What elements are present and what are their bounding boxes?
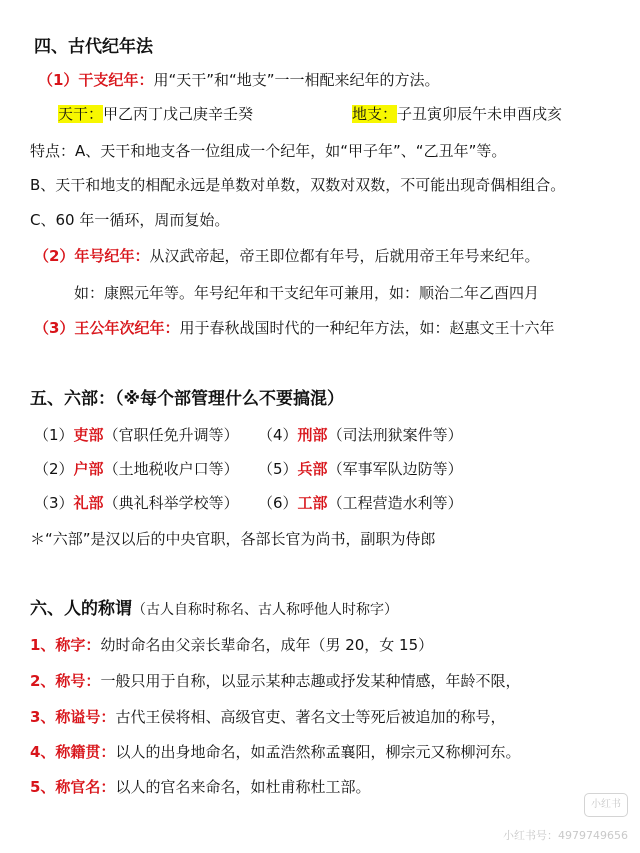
appellation-label: 3、称谥号： (30, 708, 116, 726)
appellation-item (30, 634, 433, 656)
appellation-item (30, 741, 520, 763)
six-ministries-note: ＊“六部”是汉以后的中央官职，各部长官为尚书，副职为侍郎 (30, 530, 436, 548)
ministry-name: 户部 (73, 460, 104, 478)
ministry-name: 礼部 (73, 494, 104, 512)
dizhi-value: 子丑寅卯辰午未申酉戌亥 (397, 105, 563, 123)
ministry-duty: （工程营造水利等） (327, 494, 463, 512)
section-4-title: 四、古代纪年法 (34, 37, 153, 57)
ministry-row (258, 458, 463, 480)
appellation-item (30, 706, 505, 728)
appellation-text: 一般只用于自称，以显示某种志趣或抒发某种情感，年龄不限， (100, 672, 521, 690)
appellation-text: 以人的出身地命名，如孟浩然称孟襄阳，柳宗元又称柳河东。 (115, 743, 521, 761)
feature-b: B、天干和地支的相配永远是单数对单数，双数对双数，不可能出现奇偶相组合。 (30, 176, 566, 194)
appellation-label: 5、称官名： (30, 778, 116, 796)
ganzhi-text: 用“天干”和“地支”一一相配来纪年的方法。 (153, 71, 440, 89)
wanggong-label: （3）王公年次纪年： (34, 319, 180, 337)
appellation-item (30, 670, 520, 692)
section-5-title: 五、六部：（※每个部管理什么不要搞混） (30, 389, 345, 409)
ministry-num: （4） (258, 426, 298, 444)
ministry-row (34, 458, 239, 480)
appellation-text: 以人的官名来命名，如杜甫称杜工部。 (115, 778, 371, 796)
ministry-name: 吏部 (73, 426, 104, 444)
ministry-num: （2） (34, 460, 74, 478)
tiangan-line (58, 103, 253, 125)
ministry-num: （3） (34, 494, 74, 512)
dizhi-line (352, 103, 562, 125)
section-6-title: 六、人的称谓 (30, 599, 132, 619)
appellation-label: 1、称字： (30, 636, 101, 654)
ministry-row (34, 424, 239, 446)
wanggong-text: 用于春秋战国时代的一种纪年方法，如：赵惠文王十六年 (179, 319, 555, 337)
ministry-name: 刑部 (297, 426, 328, 444)
watermark-id: 小红书号：4979749656 (503, 829, 628, 842)
tiangan-value: 甲乙丙丁戊己庚辛壬癸 (103, 105, 254, 123)
nianhao-text: 从汉武帝起，帝王即位都有年号，后就用帝王年号来纪年。 (149, 247, 540, 265)
ministry-row (258, 424, 463, 446)
nianhao-line (34, 245, 539, 267)
section-6-heading (30, 598, 398, 621)
feature-c: C、60 年一循环，周而复始。 (30, 211, 230, 229)
ministry-num: （6） (258, 494, 298, 512)
ministry-num: （5） (258, 460, 298, 478)
appellation-text: 幼时命名由父亲长辈命名，成年（男 20，女 15） (100, 636, 434, 654)
ministry-duty: （军事军队边防等） (327, 460, 463, 478)
appellation-label: 4、称籍贯： (30, 743, 116, 761)
ministry-name: 工部 (297, 494, 328, 512)
appellation-text: 古代王侯将相、高级官吏、著名文士等死后被追加的称号， (115, 708, 506, 726)
ministry-duty: （典礼科举学校等） (103, 494, 239, 512)
ministry-name: 兵部 (297, 460, 328, 478)
ministry-duty: （官职任免升调等） (103, 426, 239, 444)
feature-a: 特点：A、天干和地支各一位组成一个纪年，如“甲子年”、“乙丑年”等。 (30, 142, 507, 160)
ministry-row (258, 492, 463, 514)
nianhao-example: 如：康熙元年等。年号纪年和干支纪年可兼用，如：顺治二年乙酉四月 (74, 284, 540, 302)
ganzhi-label: （1）干支纪年： (38, 71, 154, 89)
wanggong-line (34, 317, 554, 339)
ministry-row (34, 492, 239, 514)
tiangan-label: 天干： (58, 105, 104, 123)
appellation-item (30, 776, 370, 798)
section-6-subtitle: （古人自称时称名、古人称呼他人时称字） (132, 602, 398, 618)
watermark-logo: 小红书 (584, 793, 628, 817)
ministry-duty: （土地税收户口等） (103, 460, 239, 478)
ganzhi-line (38, 69, 440, 91)
appellation-label: 2、称号： (30, 672, 101, 690)
dizhi-label: 地支： (352, 105, 398, 123)
ministry-num: （1） (34, 426, 74, 444)
ministry-duty: （司法刑狱案件等） (327, 426, 463, 444)
nianhao-label: （2）年号纪年： (34, 247, 150, 265)
